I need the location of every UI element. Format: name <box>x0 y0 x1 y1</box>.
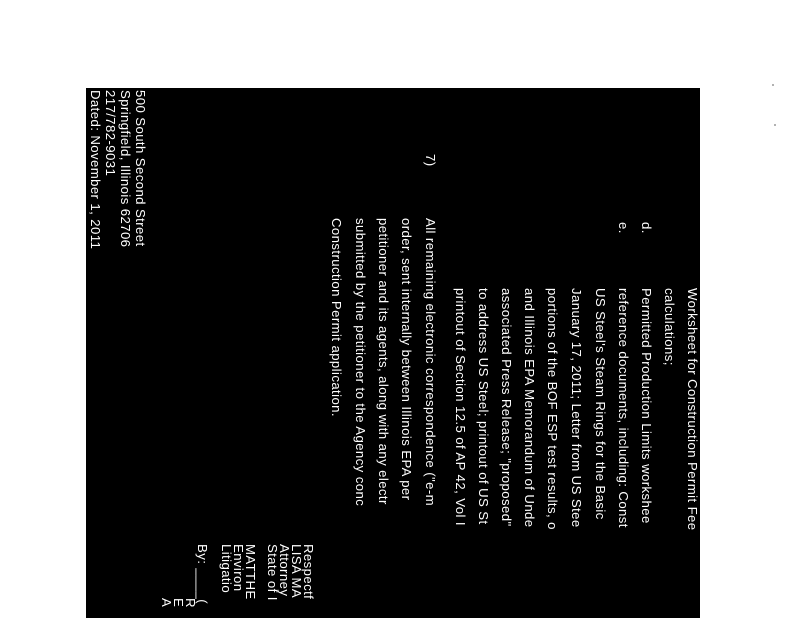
scan-noise <box>760 80 790 140</box>
signature-line: Attorney <box>277 544 292 597</box>
item-marker: e. <box>616 222 631 234</box>
body-line: Worksheet for Construction Permit Fee <box>685 288 700 531</box>
signature-line: A <box>159 598 174 608</box>
body-line: reference documents, including: Const <box>616 288 631 528</box>
body-line: January 17, 2011; Letter from US Stee <box>569 288 584 528</box>
signature-line: By: ____( <box>195 544 210 605</box>
signature-line: Environ <box>231 544 246 592</box>
body-line: submitted by the petitioner to the Agency conc <box>353 218 368 507</box>
body-line: petitioner and its agents, along with any electr <box>376 218 391 505</box>
body-line: printout of Section 12.5 of AP 42, Vol I <box>453 288 468 526</box>
signature-line: LISA MA <box>289 544 304 599</box>
body-line: to address US Steel; printout of US St <box>476 288 491 525</box>
address-line: 217/782-9031 <box>103 90 118 177</box>
address-line: 500 South Second Street <box>133 90 148 247</box>
body-line: associated Press Release; "proposed" <box>499 288 514 527</box>
signature-line: Respectf <box>301 544 316 600</box>
body-line: US Steel's Steam Rings for the Basic <box>593 288 608 520</box>
body-line: Construction Permit application. <box>329 218 344 417</box>
address-line: Springfield, Illinois 62706 <box>118 90 133 248</box>
body-line: portions of the BOF ESP test results, o <box>545 288 560 530</box>
body-line: calculations; <box>662 288 677 366</box>
item-marker: 7) <box>423 154 438 167</box>
body-line: and Illinois EPA Memorandum of Unde <box>522 288 537 528</box>
signature-line: MATTHE <box>243 544 258 600</box>
item-marker: d. <box>639 222 654 234</box>
scanned-page <box>86 88 700 618</box>
signature-line: R <box>183 598 198 608</box>
body-line: order, sent internally between Illinois EPA per <box>399 218 414 501</box>
signature-line: Litigatio <box>219 544 234 594</box>
signature-line: State of I <box>265 544 280 601</box>
address-line: Dated: November 1, 2011 <box>88 90 103 250</box>
body-line: Permitted Production Limits workshee <box>639 288 654 524</box>
signature-line: E <box>171 598 186 608</box>
body-line: All remaining electronic correspondence ("e-m <box>423 218 438 507</box>
